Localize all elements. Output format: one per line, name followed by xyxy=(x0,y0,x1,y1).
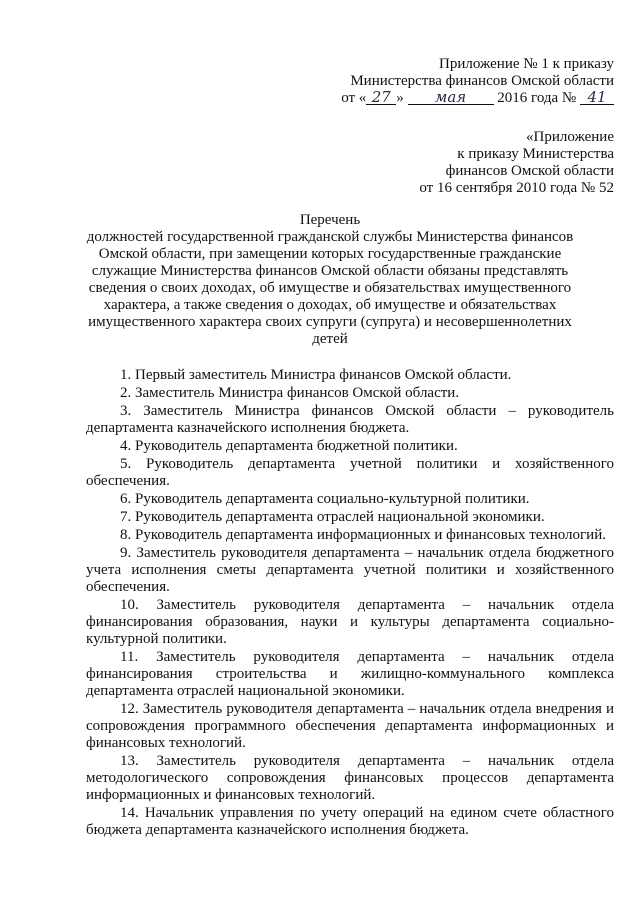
appendix-header-line1: Приложение № 1 к приказу xyxy=(439,56,614,72)
list-item: 1. Первый заместитель Министра финансов Омской области. xyxy=(120,367,512,383)
list-item: 14. Начальник управления по учету операций на едином счете областного бюджета департамента казначейского исполнения бюджета. xyxy=(86,805,614,838)
positions-list xyxy=(86,367,614,840)
list-item: 7. Руководитель департамента отраслей национальной экономики. xyxy=(120,509,545,525)
date-prefix: от « xyxy=(341,90,367,106)
title-line: Омской области, при замещении которых государственные гражданские xyxy=(98,246,562,262)
document-title: Перечень xyxy=(299,212,361,228)
title-line: характера, а также сведения о доходах, об имуществе и обязательствах xyxy=(103,297,557,313)
list-item: 10. Заместитель руководителя департамента – начальник отдела финансирования образования, науки и культуры департамента социально-культурной политики. xyxy=(86,597,614,647)
year-text: 2016 года № xyxy=(497,90,577,106)
quoted-appendix-line4: от 16 сентября 2010 года № 52 xyxy=(419,180,614,196)
list-item: 3. Заместитель Министра финансов Омской области – руководитель департамента казначейского исполнения бюджета. xyxy=(86,403,614,436)
list-item: 13. Заместитель руководителя департамента – начальник отдела методологического сопровождения финансовых процессов департамента информационных и финансовых технологий. xyxy=(86,753,614,803)
list-item: 2. Заместитель Министра финансов Омской области. xyxy=(120,385,460,401)
quoted-appendix xyxy=(419,129,614,197)
document-title-block xyxy=(60,212,600,348)
appendix-header xyxy=(341,56,614,107)
handwritten-order-number: 41 xyxy=(580,90,614,105)
appendix-header-line2: Министерства финансов Омской области xyxy=(350,73,614,89)
list-item: 6. Руководитель департамента социально-культурной политики. xyxy=(120,491,530,507)
title-line: служащие Министерства финансов Омской области обязаны представлять xyxy=(91,263,569,279)
title-line: сведения о своих доходах, об имуществе и обязательствах имущественного xyxy=(88,280,572,296)
handwritten-day: 27 xyxy=(366,90,396,105)
quoted-appendix-line1: «Приложение xyxy=(525,129,614,145)
list-item: 5. Руководитель департамента учетной политики и хозяйственного обеспечения. xyxy=(86,456,614,489)
handwritten-month: мая xyxy=(408,90,494,105)
list-item: 8. Руководитель департамента информационных и финансовых технологий. xyxy=(120,527,606,543)
list-item: 4. Руководитель департамента бюджетной политики. xyxy=(120,438,458,454)
quoted-appendix-line2: к приказу Министерства xyxy=(457,146,614,162)
appendix-header-date-line xyxy=(341,90,614,107)
title-line: имущественного характера своих супруги (супруга) и несовершеннолетних xyxy=(88,314,572,330)
quoted-appendix-line3: финансов Омской области xyxy=(445,163,614,179)
date-mid: » xyxy=(396,90,404,106)
title-line: должностей государственной гражданской службы Министерства финансов xyxy=(86,229,574,245)
list-item: 11. Заместитель руководителя департамента – начальник отдела финансирования строительства и жилищно-коммунального комплекса департамента отраслей национальной экономики. xyxy=(86,649,614,699)
list-item: 12. Заместитель руководителя департамента – начальник отдела внедрения и сопровождения программного обеспечения департамента информационных и финансовых технологий. xyxy=(86,701,614,751)
list-item: 9. Заместитель руководителя департамента – начальник отдела бюджетного учета исполнения сметы департамента учетной политики и хозяйственного обеспечения. xyxy=(86,545,614,595)
title-line: детей xyxy=(312,331,348,347)
